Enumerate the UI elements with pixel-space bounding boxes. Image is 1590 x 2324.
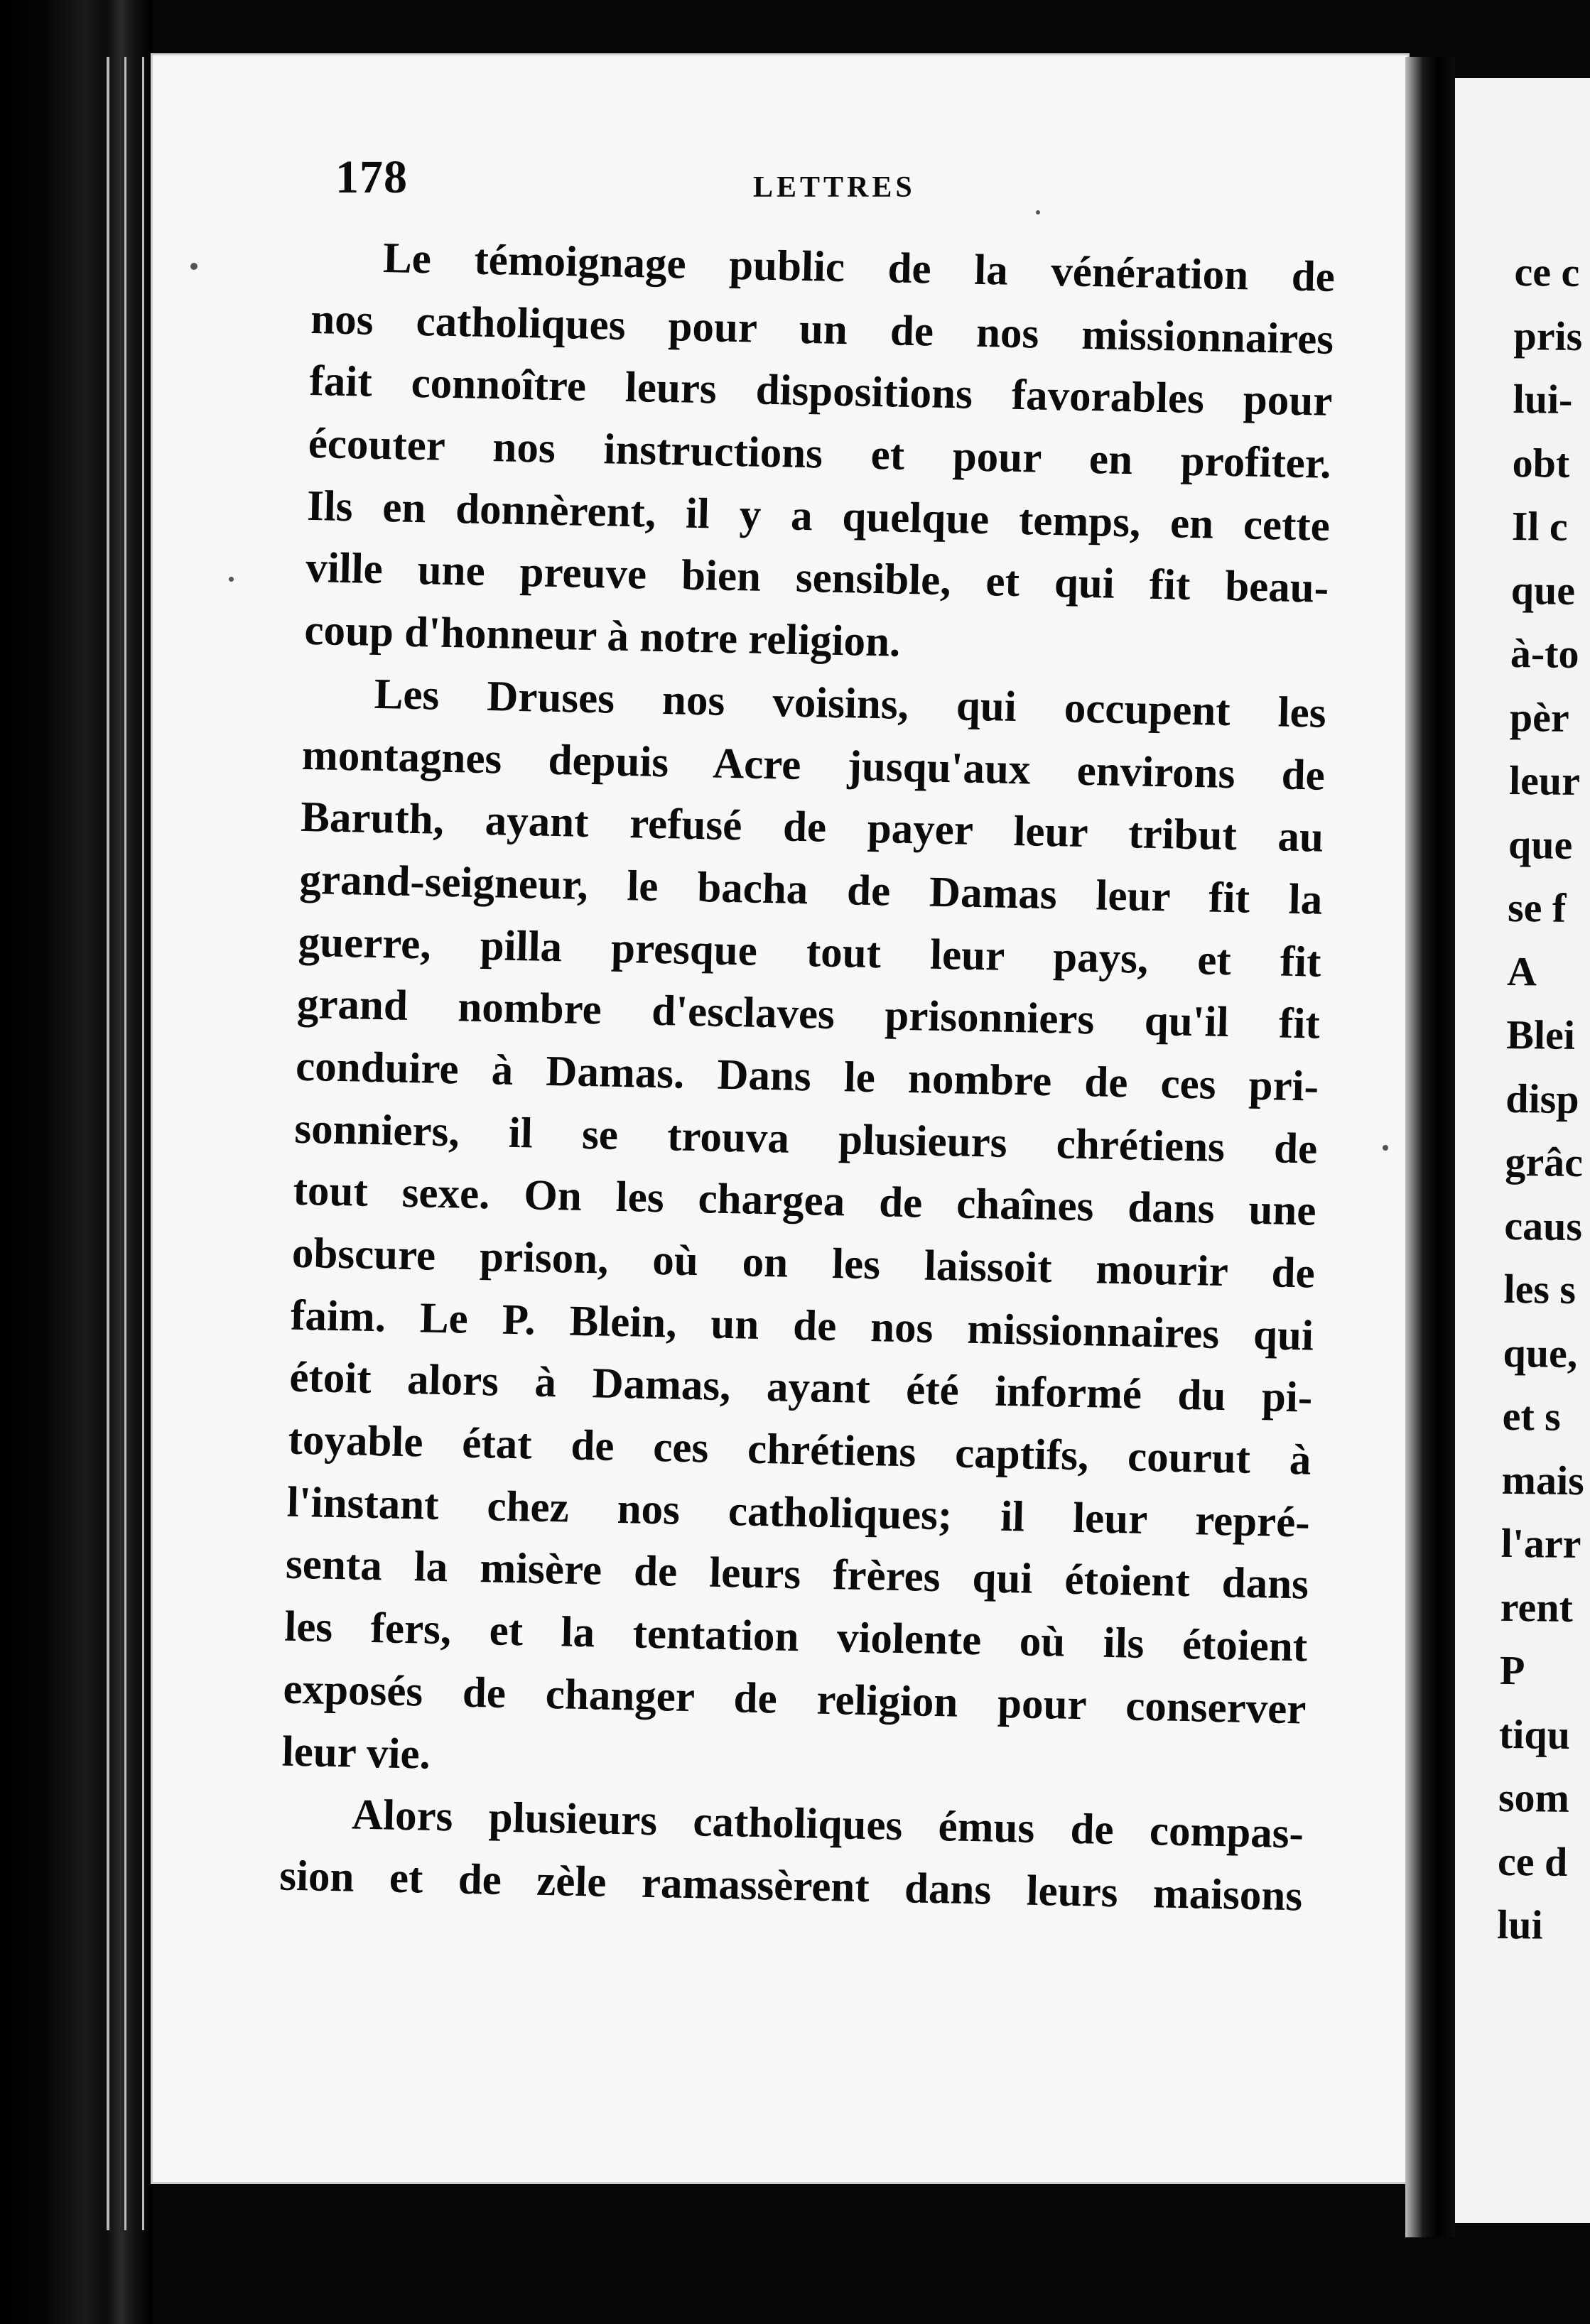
right-text-line: l'arr (1500, 1519, 1581, 1568)
right-text-line: grâc (1505, 1138, 1584, 1186)
body-text (278, 226, 1335, 1928)
text-line: conduire à Damas. Dans le nombre de ces pri- (295, 1042, 1319, 1111)
right-text-line: Il c (1511, 502, 1569, 550)
right-text-line: pris (1513, 312, 1583, 359)
text-line: Baruth, ayant refusé de payer leur tribut au (300, 793, 1324, 862)
text-line: faim. Le P. Blein, un de nos missionnaires qui (290, 1291, 1314, 1360)
page-number: 178 (335, 151, 408, 203)
right-text-line: som (1498, 1774, 1570, 1821)
right-text-line: mais (1501, 1456, 1585, 1504)
text-line: tout sexe. On les chargea de chaînes dans une (293, 1167, 1317, 1235)
text-line: guerre, pilla presque tout leur pays, et fit (298, 918, 1322, 987)
right-text-line: ce d (1497, 1837, 1568, 1885)
binding-edge-line (107, 57, 109, 2230)
text-line: étoit alors à Damas, ayant été informé du pi- (288, 1354, 1313, 1422)
right-text-line: disp (1505, 1075, 1579, 1122)
text-line: senta la misère de leurs frères qui étoient dans (285, 1541, 1309, 1609)
right-text-line: que, (1503, 1329, 1578, 1377)
text-line: coup d'honneur à notre religion. (303, 607, 901, 666)
right-text-line: pèr (1509, 693, 1570, 741)
right-text-line: les s (1503, 1265, 1577, 1313)
text-line: grand-seigneur, le bacha de Damas leur fit la (298, 855, 1323, 924)
scan-speck (190, 263, 198, 270)
text-line: leur vie. (281, 1727, 431, 1779)
text-line: Le témoignage public de la vénération de (382, 234, 1336, 301)
binding-edge-line (142, 57, 144, 2230)
text-line: les fers, et la tentation violente où ils étoient (283, 1602, 1308, 1671)
right-text-line: obt (1512, 439, 1570, 487)
text-line: fait connoître leurs dispositions favorables pour (308, 357, 1333, 426)
right-text-line: A (1506, 947, 1537, 994)
text-line: Ils en donnèrent, il y a quelque temps, en cette (306, 482, 1331, 550)
text-line: l'instant chez nos catholiques; il leur repré- (286, 1478, 1311, 1547)
right-text-line: rent (1500, 1583, 1574, 1631)
text-line: montagnes depuis Acre jusqu'aux environs de (301, 731, 1326, 800)
text-line: Alors plusieurs catholiques émus de compas- (351, 1791, 1304, 1858)
gutter-shadow (1405, 57, 1455, 2237)
right-text-line: ce c (1514, 248, 1580, 295)
right-text-line: que (1510, 566, 1576, 614)
right-text-line: lui (1496, 1901, 1544, 1948)
text-line: exposés de changer de religion pour conserver (282, 1665, 1307, 1734)
right-text-line: lui- (1513, 375, 1573, 423)
text-line: nos catholiques pour un de nos missionnaires (310, 295, 1334, 364)
scan-speck (1036, 210, 1040, 215)
scan-speck (229, 577, 234, 582)
right-text-line: et s (1502, 1392, 1562, 1440)
running-title: LETTRES (753, 171, 916, 204)
scan-speck (1383, 1145, 1388, 1151)
right-text-line: leur (1508, 756, 1581, 805)
text-line: sonniers, il se trouva plusieurs chrétiens de (293, 1104, 1318, 1173)
right-text-line: P (1499, 1646, 1525, 1694)
right-text-line: Blei (1505, 1011, 1576, 1058)
book-binding (0, 0, 153, 2324)
right-text-line: se f (1507, 884, 1567, 931)
binding-edge-line (124, 57, 126, 2230)
text-line: grand nombre d'esclaves prisonniers qu'il fit (296, 980, 1321, 1048)
right-text-line: caus (1504, 1202, 1583, 1249)
text-line: obscure prison, où on les laissoit mourir de (291, 1229, 1316, 1298)
text-line: toyable état de ces chrétiens captifs, courut à (288, 1416, 1312, 1484)
text-line: ville une preuve bien sensible, et qui fit beau- (305, 544, 1329, 613)
right-text-line: à-to (1510, 629, 1579, 677)
text-line: écouter nos instructions et pour en profiter. (308, 420, 1332, 488)
right-text-line: que (1508, 820, 1573, 868)
text-line: sion et de zèle ramassèrent dans leurs maisons (278, 1852, 1303, 1921)
text-line: Les Druses nos voisins, qui occupent les (374, 670, 1327, 737)
right-text-line: tiqu (1498, 1710, 1571, 1758)
